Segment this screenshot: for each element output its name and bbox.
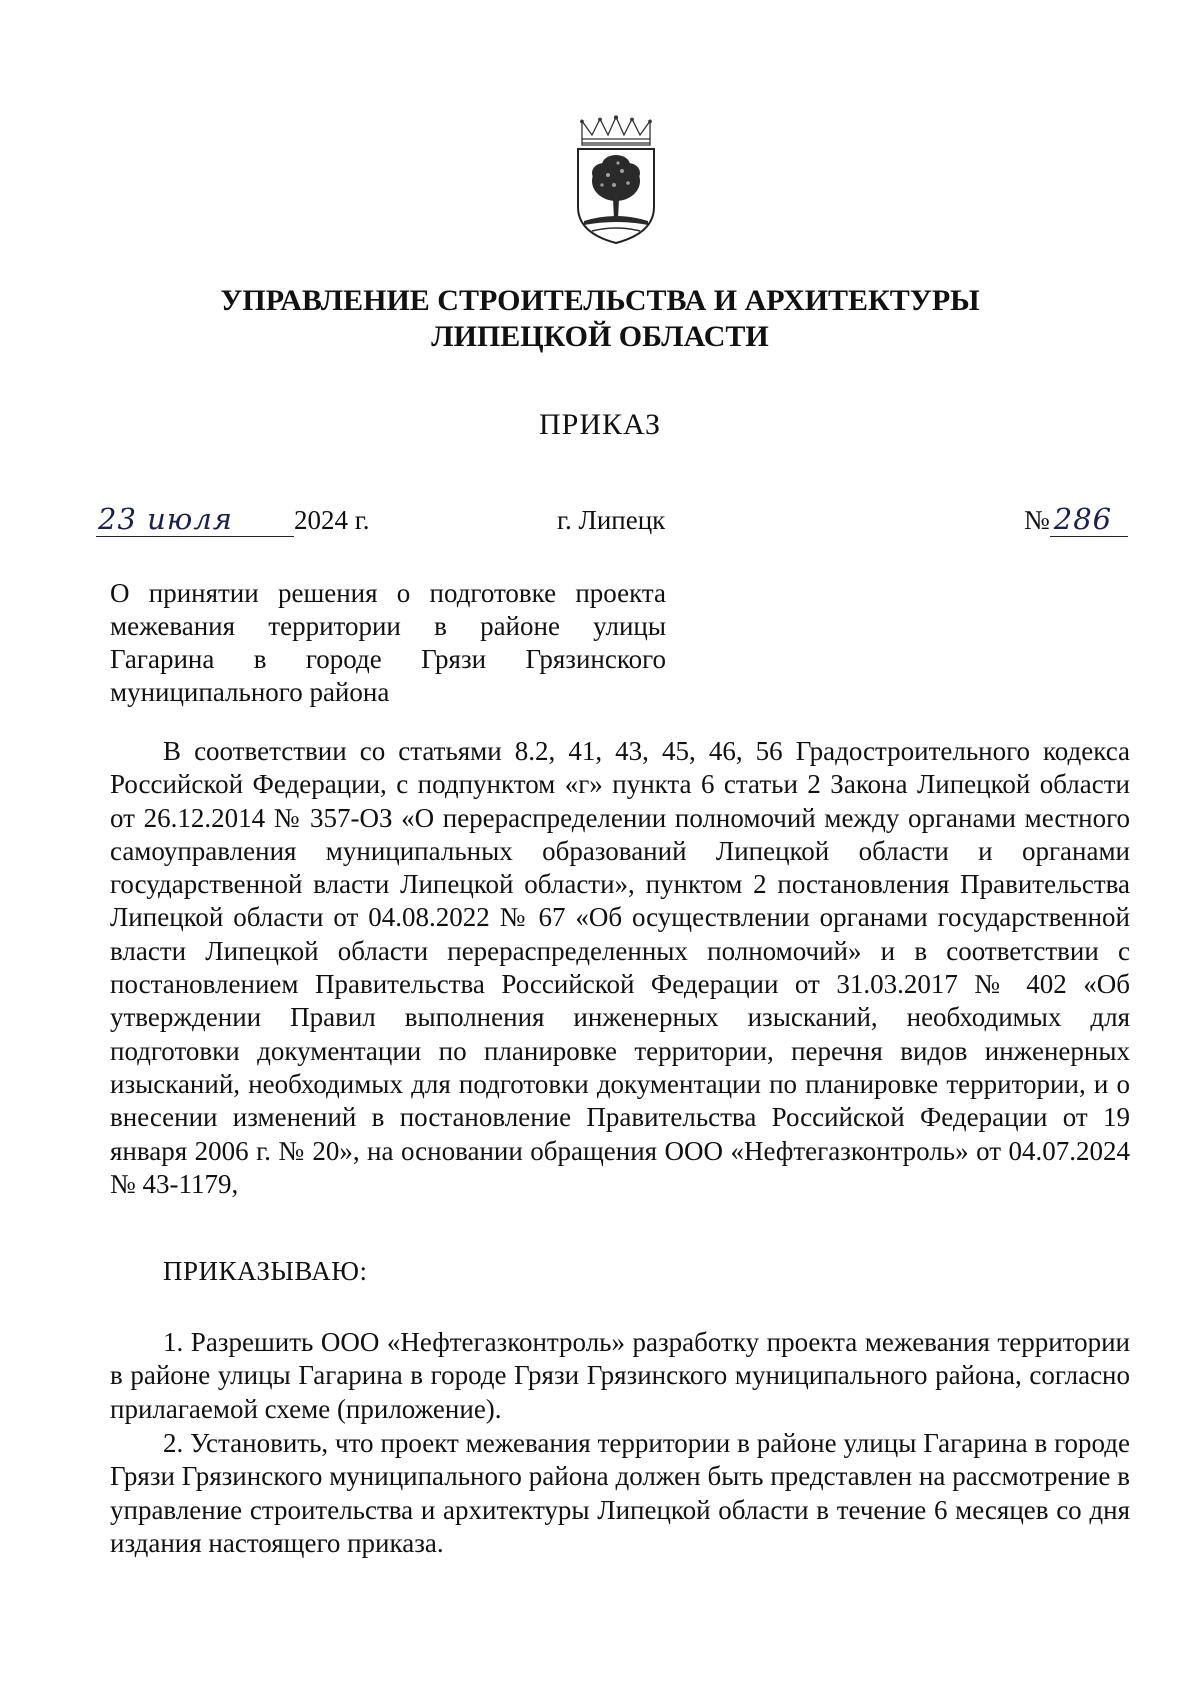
preamble-paragraph: В соответствии со статьями 8.2, 41, 43, 45, 46, 56 Градостроительного кодекса Российской Федерации, с подпунктом «г» пункта 6 статьи 2 Закона Липецкой области от 26.12.2014 № 357-ОЗ «О перераспределении полномочий между органами местного самоуправления муниципальных образований Липецкой области и органами государственной власти Липецкой области», пунктом 2 постановления Правительства Липецкой области от 04.08.2022 № 67 «Об осуществлении органами государственной власти Липецкой области перераспределенных полномочий» и в соответствии с постановлением Правительства Российской Федерации от 31.03.2017 № 402 «Об утверждении Правил выполнения инженерных изысканий, необходимых для подготовки документации по планировке территории, перечня видов инженерных изысканий, необходимых для подготовки документации по планировке территории, и о внесении изменений в постановление Правительства Российской Федерации от 19 января 2006 г. № 20», на основании обращения ООО «Нефтегазконтроль» от 04.07.2024 № 43-1179,: [110, 736, 1130, 1199]
order-directive-word: ПРИКАЗЫВАЮ:: [163, 1256, 368, 1286]
organization-name-line2: ЛИПЕЦКОЙ ОБЛАСТИ: [431, 320, 769, 353]
order-item-2: 2. Установить, что проект межевания территории в районе улицы Гагарина в городе Грязи Грязинского муниципального района должен быть представлен на рассмотрение в управление строительства и архитектуры Липецкой области в течение 6 месяцев со дня издания настоящего приказа.: [110, 1428, 1130, 1558]
handwritten-number: 286: [1053, 502, 1113, 536]
subject-line: межевания территории в районе улицы: [110, 611, 666, 641]
document-type-title: ПРИКАЗ: [539, 408, 661, 441]
order-item-1: 1. Разрешить ООО «Нефтегазконтроль» разработку проекта межевания территории в районе улицы Гагарина в городе Грязи Грязинского муниципального района, согласно прилагаемой схеме (приложение).: [110, 1327, 1130, 1424]
document-year: 2024 г.: [294, 505, 370, 535]
document-number: [1024, 502, 1128, 538]
subject-line: Гагарина в городе Грязи Грязинского: [110, 644, 666, 674]
organization-name-line1: УПРАВЛЕНИЕ СТРОИТЕЛЬСТВА И АРХИТЕКТУРЫ: [220, 284, 980, 317]
number-sign: №: [1024, 505, 1050, 535]
subject-line: О принятии решения о подготовке проекта: [110, 578, 666, 608]
handwritten-date: 23 июля: [98, 502, 233, 536]
document-subject: [110, 577, 666, 709]
document-date: [96, 502, 370, 538]
subject-line: муниципального района: [110, 677, 390, 707]
lipetsk-region-coat-of-arms-icon: [574, 115, 658, 247]
document-place: г. Липецк: [557, 505, 666, 535]
